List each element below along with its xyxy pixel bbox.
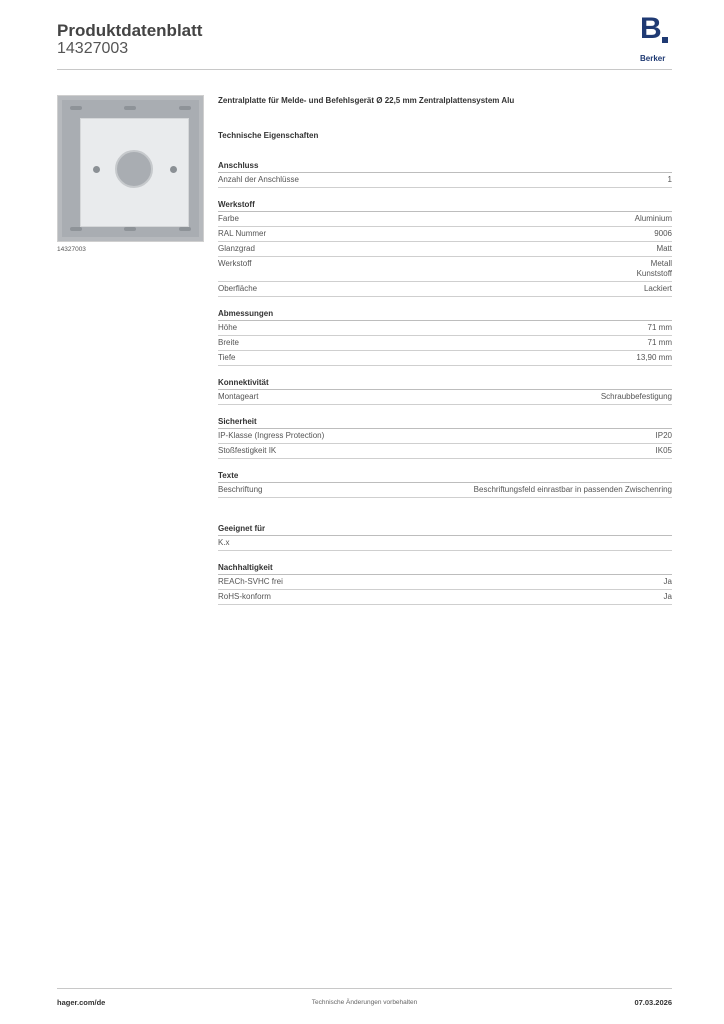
property-value bbox=[637, 259, 672, 279]
property-label: Breite bbox=[218, 338, 239, 347]
property-row bbox=[218, 390, 672, 405]
property-value-line: 9006 bbox=[654, 229, 672, 238]
page-header bbox=[57, 12, 672, 70]
property-value-line: Lackiert bbox=[643, 284, 672, 293]
property-label: K.x bbox=[218, 538, 230, 547]
property-row bbox=[218, 575, 672, 590]
property-value-line: 71 mm bbox=[647, 338, 672, 347]
property-label: RoHS-konform bbox=[218, 592, 271, 601]
property-label: Montageart bbox=[218, 392, 259, 401]
section-heading: Nachhaltigkeit bbox=[218, 561, 672, 575]
property-value-line: Schraubbefestigung bbox=[600, 392, 672, 401]
property-row bbox=[218, 212, 672, 227]
property-section bbox=[218, 198, 672, 297]
section-heading: Werkstoff bbox=[218, 198, 672, 212]
frame-slot bbox=[179, 227, 191, 231]
logo-name: Berker bbox=[640, 54, 666, 63]
property-value bbox=[654, 229, 672, 239]
frame-slot bbox=[124, 106, 136, 110]
screw-icon bbox=[93, 166, 100, 173]
property-value bbox=[664, 577, 672, 587]
property-section bbox=[218, 376, 672, 405]
property-section bbox=[218, 469, 672, 498]
property-label: Höhe bbox=[218, 323, 238, 332]
property-label: REACh-SVHC frei bbox=[218, 577, 283, 586]
property-row bbox=[218, 536, 672, 551]
document-title: Produktdatenblatt bbox=[57, 21, 203, 40]
property-row bbox=[218, 429, 672, 444]
property-label: IP-Klasse (Ingress Protection) bbox=[218, 431, 325, 440]
property-row bbox=[218, 336, 672, 351]
property-value bbox=[648, 338, 672, 348]
property-value-line: Beschriftungsfeld einrastbar in passenden Zwischenring bbox=[473, 485, 672, 494]
page-footer bbox=[57, 988, 672, 1008]
property-row bbox=[218, 444, 672, 459]
property-section bbox=[218, 415, 672, 459]
property-value bbox=[644, 284, 672, 294]
property-section bbox=[218, 561, 672, 605]
property-value bbox=[648, 323, 672, 333]
footer-date: 07.03.2026 bbox=[634, 998, 672, 1007]
section-heading: Geeignet für bbox=[218, 522, 672, 536]
property-row bbox=[218, 257, 672, 282]
logo-letter: B bbox=[640, 12, 662, 45]
berker-logo bbox=[640, 12, 672, 63]
property-value bbox=[668, 175, 672, 185]
property-value-line: Matt bbox=[656, 244, 672, 253]
property-label: Werkstoff bbox=[218, 259, 252, 268]
property-row bbox=[218, 242, 672, 257]
property-row bbox=[218, 227, 672, 242]
technical-properties-heading: Technische Eigenschaften bbox=[218, 131, 319, 140]
property-value-line: Ja bbox=[663, 577, 672, 586]
property-label: RAL Nummer bbox=[218, 229, 267, 238]
central-plate bbox=[80, 118, 189, 227]
property-value bbox=[474, 485, 672, 495]
mounting-frame bbox=[62, 100, 199, 237]
property-value bbox=[664, 592, 672, 602]
property-row bbox=[218, 321, 672, 336]
section-heading: Konnektivität bbox=[218, 376, 672, 390]
property-row bbox=[218, 351, 672, 366]
property-label: Farbe bbox=[218, 214, 239, 223]
property-value bbox=[635, 214, 672, 224]
frame-slot bbox=[70, 227, 82, 231]
property-sections bbox=[218, 159, 672, 605]
property-value-line: IK05 bbox=[655, 446, 672, 455]
plate-hole bbox=[115, 150, 153, 188]
property-value bbox=[656, 446, 672, 456]
property-label: Anzahl der Anschlüsse bbox=[218, 175, 299, 184]
property-label: Stoßfestigkeit IK bbox=[218, 446, 277, 455]
frame-slot bbox=[124, 227, 136, 231]
property-section bbox=[218, 307, 672, 366]
property-value bbox=[656, 244, 672, 254]
product-number: 14327003 bbox=[57, 40, 129, 57]
frame-slot bbox=[179, 106, 191, 110]
property-label: Beschriftung bbox=[218, 485, 263, 494]
product-title: Zentralplatte für Melde- und Befehlsgerät Ø 22,5 mm Zentralplattensystem Alu bbox=[218, 96, 515, 105]
property-value bbox=[656, 431, 672, 441]
property-label: Oberfläche bbox=[218, 284, 258, 293]
frame-slot bbox=[70, 106, 82, 110]
property-row bbox=[218, 590, 672, 605]
property-value-line: 71 mm bbox=[647, 323, 672, 332]
image-caption: 14327003 bbox=[57, 246, 86, 253]
screw-icon bbox=[170, 166, 177, 173]
property-value bbox=[636, 353, 672, 363]
property-value-line: Kunststoff bbox=[636, 269, 672, 278]
section-heading: Abmessungen bbox=[218, 307, 672, 321]
property-section bbox=[218, 522, 672, 551]
footer-disclaimer: Technische Änderungen vorbehalten bbox=[311, 999, 418, 1006]
property-section bbox=[218, 159, 672, 188]
property-value-line: Ja bbox=[663, 592, 672, 601]
footer-website[interactable]: hager.com/de bbox=[57, 998, 106, 1007]
logo-dot bbox=[662, 37, 668, 43]
property-value-line: 1 bbox=[667, 175, 672, 184]
section-heading: Sicherheit bbox=[218, 415, 672, 429]
property-value-line: Metall bbox=[650, 259, 672, 268]
product-details bbox=[218, 96, 672, 605]
property-row bbox=[218, 483, 672, 498]
property-value-line: IP20 bbox=[655, 431, 672, 440]
property-value bbox=[601, 392, 672, 402]
property-value-line: 13,90 mm bbox=[636, 353, 672, 362]
property-row bbox=[218, 173, 672, 188]
section-heading: Texte bbox=[218, 469, 672, 483]
property-value-line: Aluminium bbox=[634, 214, 672, 223]
property-row bbox=[218, 282, 672, 297]
property-label: Glanzgrad bbox=[218, 244, 255, 253]
section-heading: Anschluss bbox=[218, 159, 672, 173]
property-label: Tiefe bbox=[218, 353, 236, 362]
product-image bbox=[57, 95, 204, 242]
